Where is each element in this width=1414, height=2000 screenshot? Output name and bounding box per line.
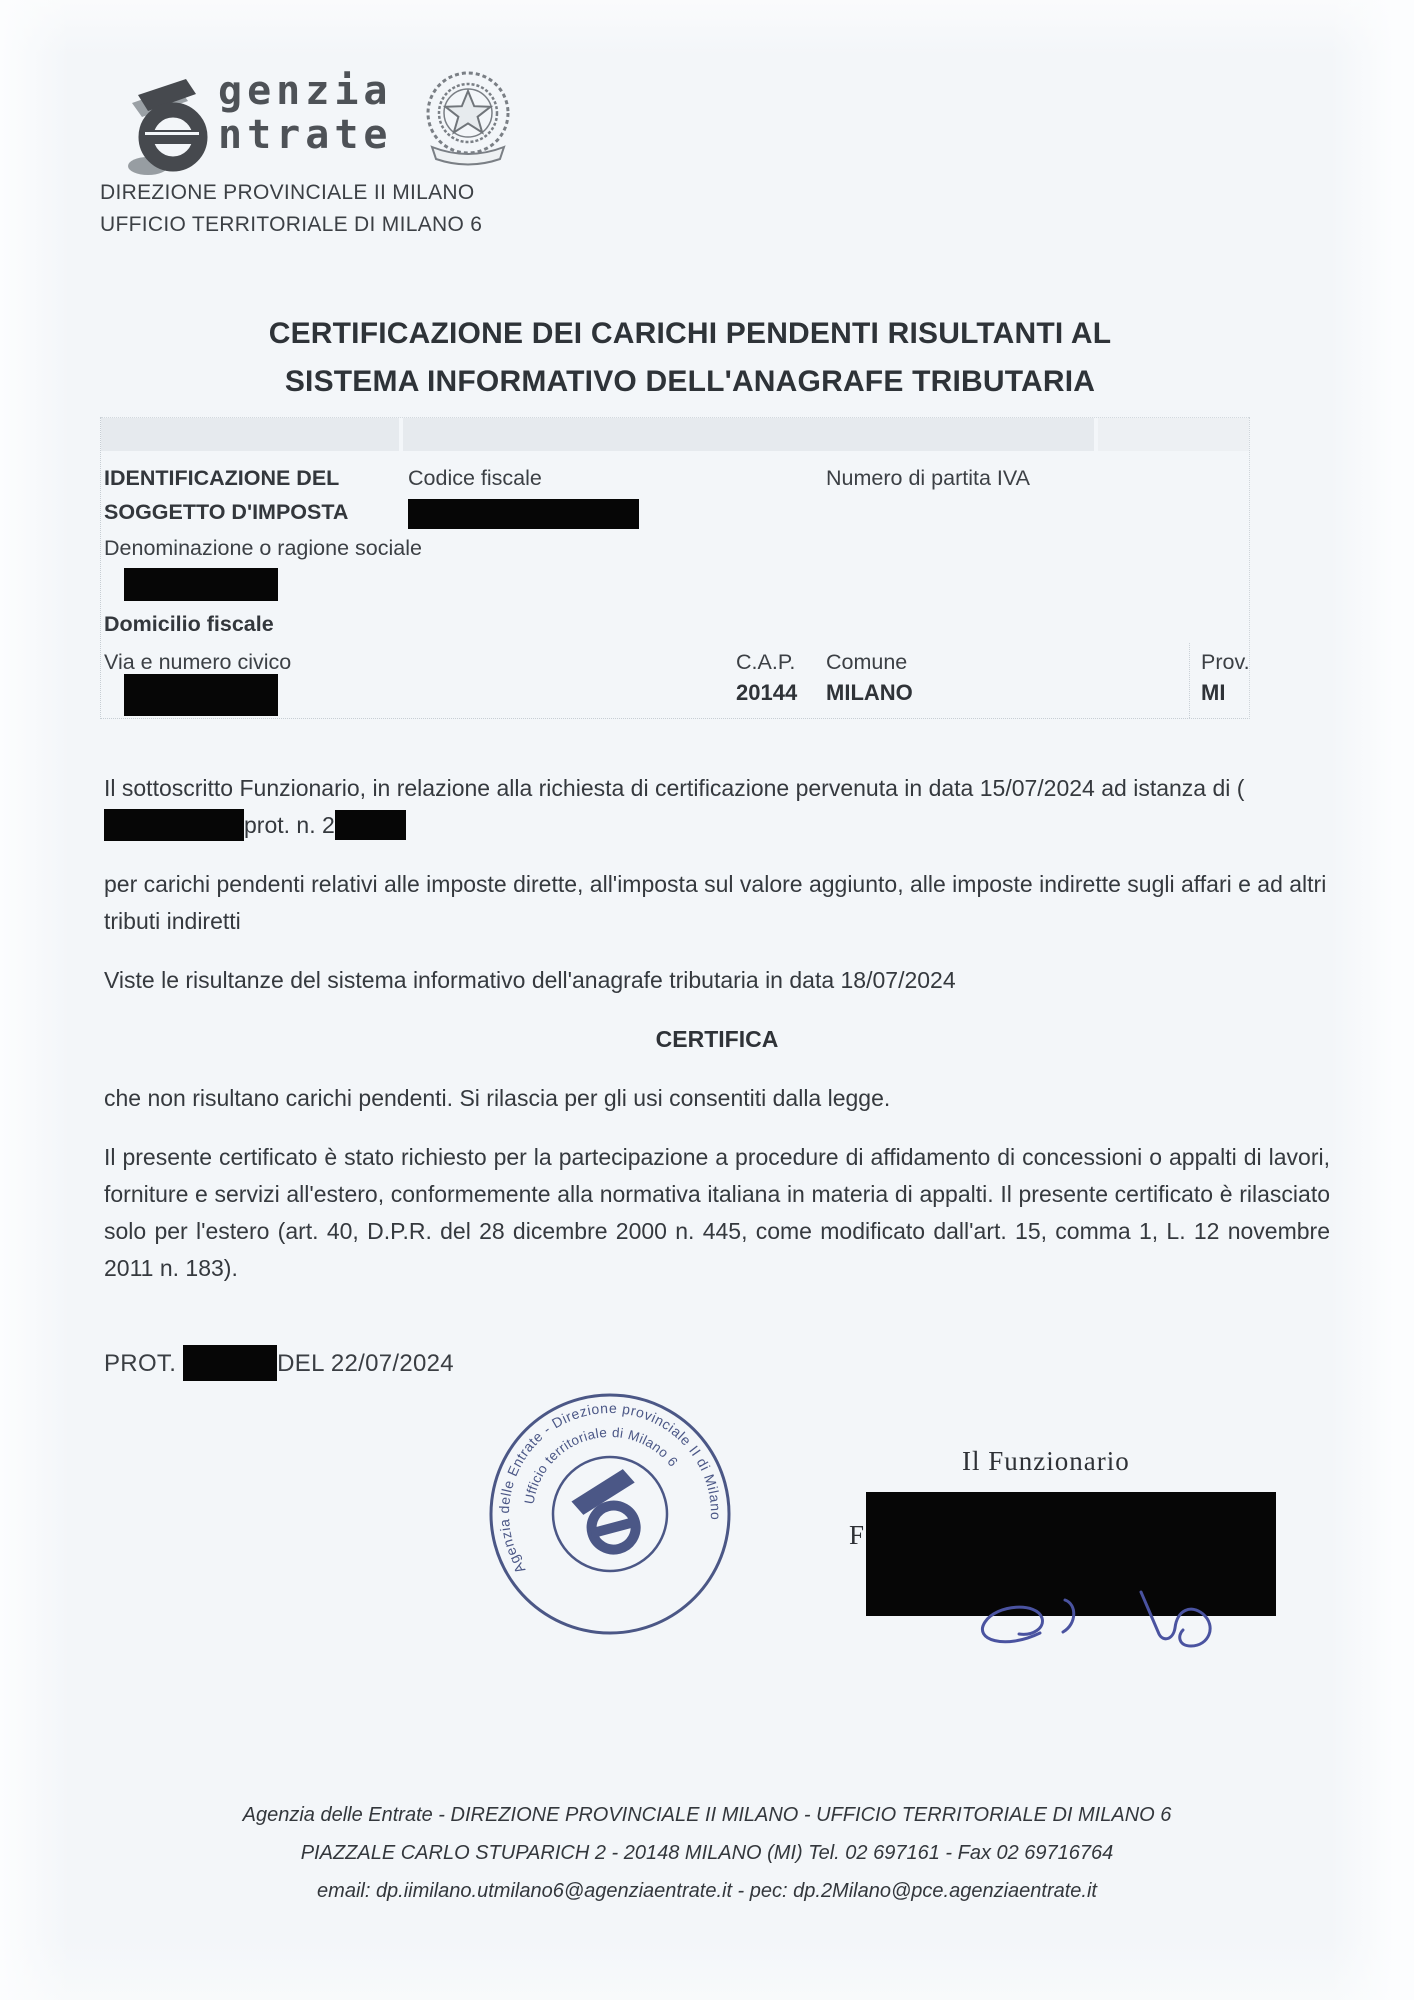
denominazione-redaction bbox=[124, 568, 278, 601]
codice-fiscale-label: Codice fiscale bbox=[408, 466, 542, 490]
wordmark-line-1: genzia bbox=[218, 68, 393, 114]
istanza-redaction bbox=[104, 809, 244, 841]
table-header-band bbox=[101, 417, 1249, 451]
codice-fiscale-redaction bbox=[408, 499, 639, 529]
italian-republic-emblem-icon bbox=[422, 69, 514, 169]
stamp-inner-text: Ufficio territoriale di Milano 6 bbox=[521, 1424, 681, 1506]
paragraph-risultanze: Viste le risultanze del sistema informativo dell'anagrafe tributaria in data 18/07/2024 bbox=[104, 967, 956, 993]
office-round-stamp bbox=[484, 1388, 736, 1640]
section-label-line-1: IDENTIFICAZIONE DEL bbox=[104, 466, 340, 490]
paragraph-uso-estero: Il presente certificato è stato richiesto per la partecipazione a procedure di affidamento di concessioni o appalti di lavori, forniture e servizi all'estero, conformemente alla normativa italiana in materia di appalti. Il presente certificato è rilasciato solo per l'estero (art. 40, D.P.R. del 28 dicembre 2000 n. 445, come modificato dall'art. 15, comma 1, L. 12 novembre 2011 n. 183). bbox=[104, 1144, 1330, 1281]
prot-number-redaction bbox=[183, 1345, 277, 1381]
via-label: Via e numero civico bbox=[104, 650, 292, 674]
paragraph-esito: che non risultano carichi pendenti. Si rilascia per gli usi consentiti dalla legge. bbox=[104, 1085, 891, 1111]
paragraph-richiesta-text-2: prot. n. 2 bbox=[244, 812, 335, 838]
office-line-direzione: DIREZIONE PROVINCIALE II MILANO bbox=[100, 181, 475, 204]
document-title-line-2: SISTEMA INFORMATIVO DELL'ANAGRAFE TRIBUTARIA bbox=[284, 365, 1096, 398]
footer-line-address: PIAZZALE CARLO STUPARICH 2 - 20148 MILANO (MI) Tel. 02 697161 - Fax 02 69716764 bbox=[300, 1842, 1114, 1864]
paragraph-richiesta-text-1: Il sottoscritto Funzionario, in relazione alla richiesta di certificazione pervenuta in data 15/07/2024 ad istanza di ( bbox=[104, 775, 1245, 801]
table-band-segment bbox=[1098, 418, 1249, 451]
partita-iva-label: Numero di partita IVA bbox=[826, 466, 1030, 490]
signature-visible-letter: F bbox=[849, 1520, 865, 1550]
prot-n-redaction bbox=[335, 810, 406, 840]
table-band-segment bbox=[403, 418, 1094, 451]
certificate-body bbox=[104, 770, 1330, 1383]
denominazione-label: Denominazione o ragione sociale bbox=[104, 536, 422, 560]
certifica-heading: CERTIFICA bbox=[655, 1026, 779, 1052]
agency-header bbox=[100, 55, 620, 245]
comune-label: Comune bbox=[826, 650, 908, 674]
paragraph-carichi: per carichi pendenti relativi alle imposte dirette, all'imposta sul valore aggiunto, alle imposte indirette sugli affari e ad altri tributi indiretti bbox=[104, 871, 1327, 934]
document-title bbox=[120, 310, 1260, 406]
protocol-line bbox=[104, 1345, 1330, 1383]
domicilio-label: Domicilio fiscale bbox=[104, 612, 274, 636]
prot-date: DEL 22/07/2024 bbox=[277, 1350, 454, 1377]
funzionario-label: Il Funzionario bbox=[962, 1446, 1130, 1476]
via-redaction bbox=[124, 674, 278, 716]
office-lines bbox=[100, 177, 482, 241]
paragraph-richiesta bbox=[104, 770, 1330, 844]
footer-line-office: Agenzia delle Entrate - DIREZIONE PROVINCIALE II MILANO - UFFICIO TERRITORIALE DI MILANO 6 bbox=[242, 1804, 1172, 1826]
cap-label: C.A.P. bbox=[736, 650, 796, 674]
document-title-line-1: CERTIFICAZIONE DEI CARICHI PENDENTI RISULTANTI AL bbox=[268, 317, 1112, 350]
stamp-outer-text: Agenzia delle Entrate - Direzione provinciale II di Milano bbox=[495, 1399, 725, 1577]
office-line-ufficio: UFFICIO TERRITORIALE DI MILANO 6 bbox=[100, 213, 483, 236]
handwritten-signature bbox=[945, 1588, 1255, 1673]
prot-label: PROT. bbox=[104, 1350, 177, 1377]
footer-contact-block bbox=[0, 1796, 1414, 1910]
section-label-line-2: SOGGETTO D'IMPOSTA bbox=[104, 500, 349, 524]
wordmark-line-2: ntrate bbox=[218, 112, 393, 158]
denominazione-field bbox=[104, 533, 422, 606]
section-label bbox=[104, 461, 394, 529]
prov-label: Prov. bbox=[1201, 650, 1250, 674]
agenzia-entrate-logo-icon bbox=[118, 67, 228, 179]
cap-value: 20144 bbox=[736, 680, 798, 705]
codice-fiscale-field bbox=[408, 463, 639, 534]
subject-identification-table bbox=[100, 417, 1250, 719]
prov-column-divider bbox=[1189, 643, 1190, 718]
comune-value: MILANO bbox=[826, 680, 913, 705]
footer-line-email: email: dp.iimilano.utmilano6@agenziaentrate.it - pec: dp.2Milano@pce.agenziaentrate.it bbox=[317, 1880, 1097, 1902]
stamp-center-logo-icon bbox=[567, 1467, 650, 1557]
agenzia-entrate-wordmark bbox=[218, 69, 393, 157]
prov-value: MI bbox=[1201, 680, 1226, 705]
table-band-segment bbox=[101, 418, 399, 451]
